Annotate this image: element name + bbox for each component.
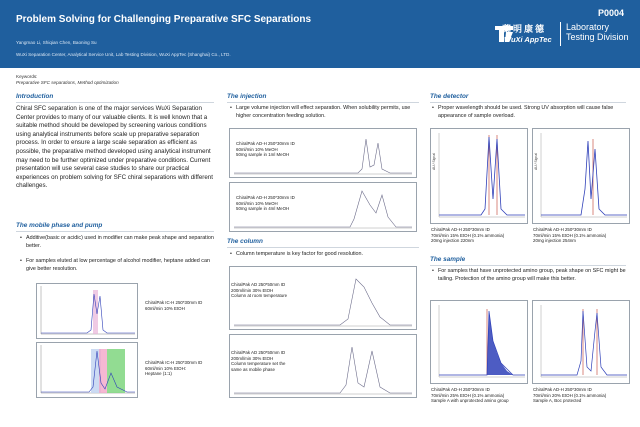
chromatogram-mobile-2-trace [37,343,137,397]
injection-heading: The injection [227,93,267,100]
caption-sample-boc: ChiralPak AD-H 250*30mm ID 70ml/min 20% EtOH (0.1% ammonia) Sample A, Boc protected [533,387,607,404]
mobile-phase-heading: The mobile phase and pump [16,222,103,229]
sample-bullet: • For samples that have unprotected amino group, peak shape on SFC might be tailing. Protection of the amino group will make this better. [438,268,628,283]
introduction-rule [16,102,214,103]
logo-english: WuXi AppTec [504,35,552,44]
affiliation: WuXi Separation Center, Analytical Service Unit, Lab Testing Division, WuXi AppTec (Shanghai) Co., LTD. [16,52,231,57]
introduction-text: Chiral SFC separation is one of the major services WuXi Separation Center provides to many of our valuable clients. It is well known that a suitable method should be developed by screening various conditions using analytical instruments before scale up preparative separation process. In order to ensure a large scale separation as efficient as possible, the preparative method developed using analytical instrument may need to be further optimized under preparative conditions. Current presentation will use several case studies to share our practical experiences on problem solving for SFC chiral separations with different challenges. [16,105,213,190]
column-bullet: • Column temperature is key factor for good resolution. [236,251,420,259]
mobile-phase-bullet-2: • For samples eluted at low percentage of alcohol modifier, heptane added can give better resolution. [26,258,216,273]
poster-title: Problem Solving for Challenging Preparative SFC Separations [16,14,312,25]
division-name [566,22,629,42]
division-line-1: Laboratory [566,22,610,32]
injection-rule [227,102,419,103]
logo-chinese: 藥明康德 [502,25,547,35]
introduction-heading: Introduction [16,93,54,100]
authors: Yangmao Li, Shiqian Chen, Baoning Su [16,40,97,45]
chromatogram-detector-254 [532,128,630,224]
column-heading: The column [227,238,263,245]
sample-rule [430,265,626,266]
detector-rule [430,102,626,103]
chromatogram-detector-220 [430,128,528,224]
mobile-phase-rule [16,231,214,232]
chromatogram-mobile-1 [36,283,138,339]
chromatogram-sample-unprotected [430,300,528,384]
chromatogram-sample-boc [532,300,630,384]
chromatogram-sample-boc-trace [533,301,629,383]
logo-divider [560,22,561,46]
column-rule [227,247,419,248]
injection-bullet: • Large volume injection will effect separation. When solubility permits, use higher concentration feeding solution. [236,105,420,120]
detector-bullet: • Proper wavelength should be used. Strong UV absorption will cause false appearance of sample overload. [438,105,628,120]
caption-mobile-2: ChiralPak IC-H 250*30mm ID 60ml/min 10% EtOH: Heptane (1:1) [145,360,203,377]
caption-detector-220: ChiralPak AD-H 250*30mm ID 70ml/min 15% EtOH (0.1% ammonia) 20mg injection 220nm [431,227,505,244]
caption-injection-2: ChiralPak AD-H 250*30mm ID 60ml/min 10% MeOH 50mg sample in 4ml MeOH [236,195,295,212]
caption-detector-254: ChiralPak AD-H 250*30mm ID 70ml/min 15% EtOH (0.1% ammonia) 20mg injection 254nm [533,227,607,244]
sample-heading: The sample [430,256,466,263]
chromatogram-detector-254-trace [533,129,629,223]
caption-mobile-1: ChiralPak IC-H 250*30mm ID 60ml/min 10% EtOH [145,300,203,311]
caption-column-1: ChiralPak AD 250*50mm ID 200ml/min 30% EtOH Column at room temperature [231,282,288,299]
chromatogram-mobile-1-trace [37,284,137,338]
chromatogram-detector-220-trace [431,129,527,223]
poster-id: P0004 [597,8,624,18]
mobile-phase-bullet-1: • Additive(basic or acidic) used in modifier can make peak shape and separation better. [26,235,216,250]
chromatogram-sample-unprotected-trace [431,301,527,383]
detector-254-axis-label: AU / Signal [534,153,538,170]
division-line-2: Testing Division [566,32,629,42]
keywords-text: Preparative SFC separations, Method optimization [16,80,119,85]
detector-heading: The detector [430,93,469,100]
keywords-label: Keywords: [16,74,38,79]
detector-220-axis-label: AU / Signal [432,153,436,170]
caption-column-2: ChiralPak AD 250*50mm ID 200ml/min 30% EtOH Column temperature set the same as mobile phase [231,350,286,372]
chromatogram-mobile-2 [36,342,138,398]
caption-injection-1: ChiralPak AD-H 250*30mm ID 60ml/min 10% MeOH 50mg sample in 1ml MeOH [236,141,295,158]
caption-sample-unprotected: ChiralPak AD-H 250*30mm ID 70ml/min 25% EtOH (0.1% ammonia) Sample A with unprotected amino group [431,387,509,404]
